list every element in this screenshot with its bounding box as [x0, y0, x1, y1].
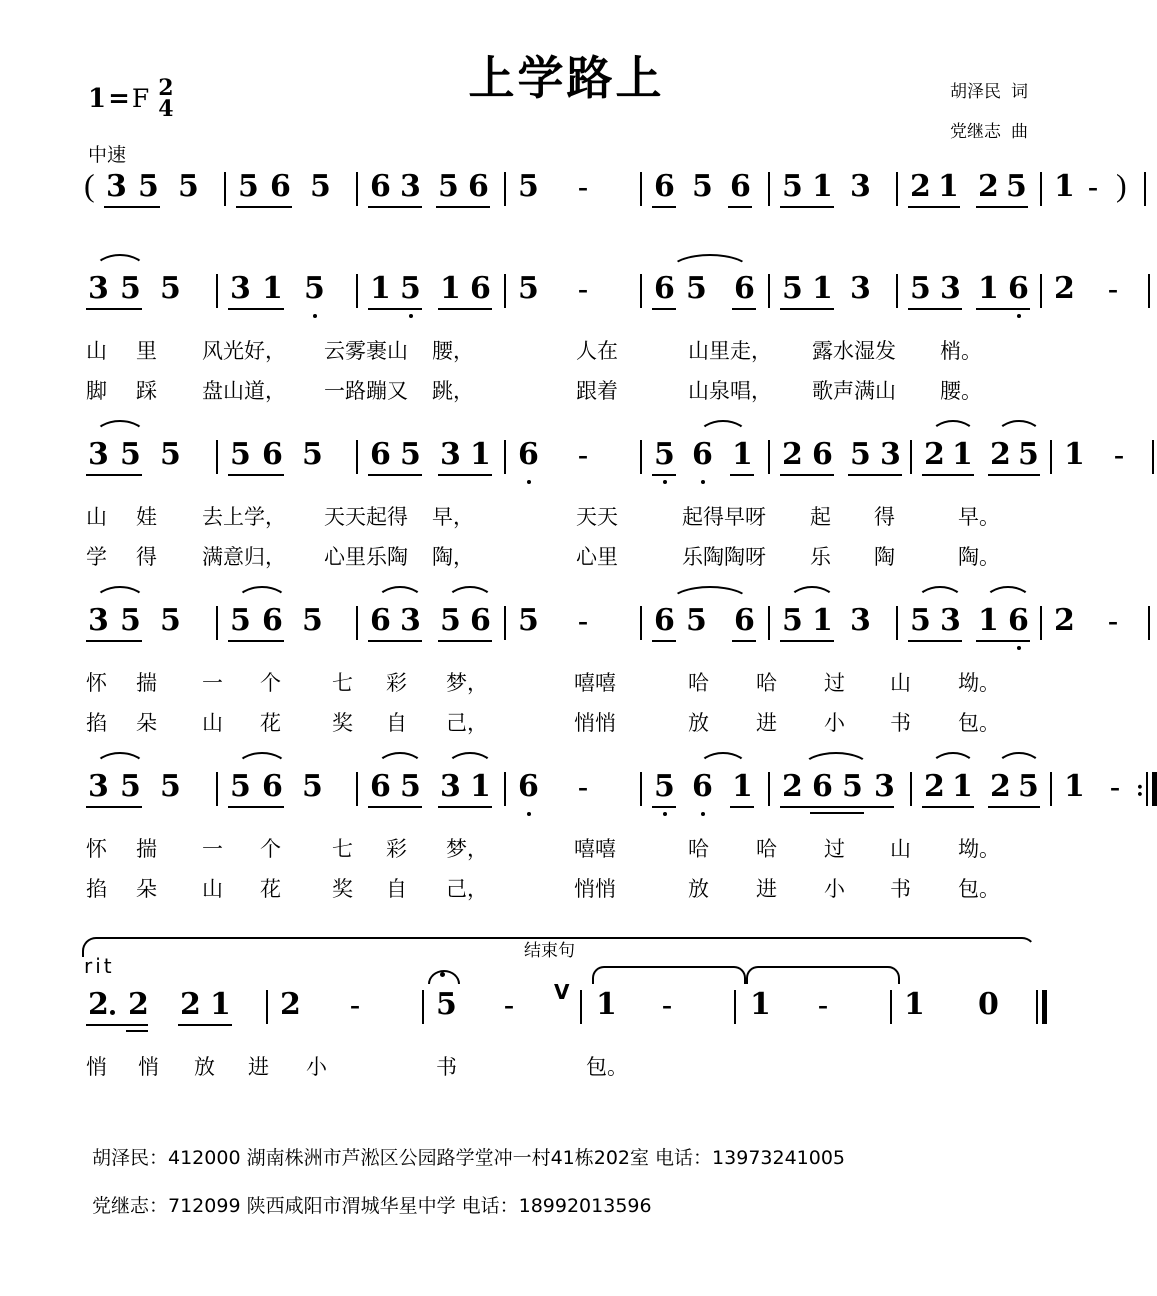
- final-barline: [1036, 990, 1047, 1024]
- note: 6: [812, 437, 833, 472]
- note-row-4: [84, 603, 1118, 662]
- lyric-syllable: 哈: [756, 837, 777, 861]
- lyric-syllable: 七: [332, 671, 353, 695]
- note: 5: [138, 169, 159, 204]
- lyric-syllable: 进: [756, 877, 777, 901]
- intro-open-paren: (: [84, 167, 95, 203]
- note-dash: -: [578, 170, 588, 203]
- note-dash: -: [578, 272, 588, 305]
- key-equals: =: [108, 83, 130, 114]
- note: 6: [1008, 603, 1029, 638]
- note: 5: [654, 769, 675, 804]
- lyric-syllable: 起得早呀: [682, 505, 766, 529]
- note: 3: [400, 603, 421, 638]
- lyric-syllable: 风光好，: [202, 339, 286, 363]
- note: 6: [370, 769, 391, 804]
- lyric-syllable: 坳。: [958, 671, 1000, 695]
- note-dash: -: [350, 988, 360, 1021]
- lyric-syllable: 自: [386, 877, 407, 901]
- note: 6: [654, 271, 675, 306]
- note: 6: [262, 769, 283, 804]
- key-signature: [88, 75, 174, 122]
- note: 5: [436, 987, 457, 1022]
- lyric-syllable: 梦，: [446, 671, 488, 695]
- lyric-syllable: 过: [824, 837, 845, 861]
- composer-role: 曲: [1011, 122, 1028, 142]
- note: 6: [518, 769, 539, 804]
- note: 6: [518, 437, 539, 472]
- lyric-syllable: 怀: [86, 671, 107, 695]
- lyric-syllable: 人在: [576, 339, 618, 363]
- lyric-syllable: 进: [248, 1055, 269, 1079]
- note: 3: [880, 437, 901, 472]
- note: 5: [160, 603, 181, 638]
- note: 5: [1006, 169, 1027, 204]
- lyric-syllable: 己，: [446, 877, 488, 901]
- lyric-syllable: 一路蹦又: [324, 379, 408, 403]
- lyricist-name: 胡泽民: [950, 82, 1001, 102]
- music-system-2: [84, 271, 1118, 418]
- lyric-syllable: 朵: [136, 711, 157, 735]
- note: 2: [924, 769, 945, 804]
- note: 5: [178, 169, 199, 204]
- note: 1: [440, 271, 461, 306]
- note: 5: [230, 437, 251, 472]
- lyric-syllable: 七: [332, 837, 353, 861]
- note: 5: [120, 437, 141, 472]
- note-row-intro: [84, 167, 1127, 228]
- note: 2: [978, 169, 999, 204]
- lyric-syllable: 陶。: [958, 545, 1000, 569]
- note: 5: [400, 769, 421, 804]
- lyricist-role: 词: [1011, 82, 1028, 102]
- lyric-syllable: 梦，: [446, 837, 488, 861]
- lyric-row-2-verse2: [84, 378, 1052, 422]
- lyric-row-3-verse1: [84, 504, 1052, 548]
- note-dash: -: [1108, 272, 1118, 305]
- note: 5: [440, 603, 461, 638]
- page-title: 上学路上: [468, 51, 665, 105]
- lyric-row-4-verse1: [84, 670, 1052, 714]
- note: 6: [270, 169, 291, 204]
- lyric-syllable: 去上学，: [202, 505, 286, 529]
- note: 5: [120, 769, 141, 804]
- note: 5: [160, 437, 181, 472]
- music-system-4: [84, 603, 1118, 750]
- music-system-3: [84, 437, 1124, 584]
- note-row-coda: [84, 980, 1052, 1046]
- note-dash: -: [818, 988, 828, 1021]
- note: 2: [1054, 271, 1075, 306]
- fermata-icon: [428, 966, 458, 981]
- lyric-syllable: 彩: [386, 837, 407, 861]
- music-system-5: [84, 769, 1144, 916]
- lyric-row-4-verse2: [84, 710, 1052, 754]
- note-dash: -: [1110, 770, 1120, 803]
- note: 2: [280, 987, 301, 1022]
- note-dash: -: [1088, 170, 1098, 203]
- lyric-syllable: 腰，: [432, 339, 474, 363]
- note: 6: [262, 603, 283, 638]
- note: 3: [88, 437, 109, 472]
- lyric-syllable: 里: [136, 339, 157, 363]
- note: 6: [692, 769, 713, 804]
- repeat-end-barline: [1146, 772, 1157, 806]
- note: 2: [990, 437, 1011, 472]
- note: 1: [262, 271, 283, 306]
- ending-phrase-label: 结束句: [524, 941, 575, 961]
- note-dash: -: [578, 770, 588, 803]
- lyric-syllable: 山: [202, 711, 223, 735]
- lyric-syllable: 怀: [86, 837, 107, 861]
- note-row-3: [84, 437, 1124, 496]
- note: 1: [812, 603, 833, 638]
- note: 5: [230, 769, 251, 804]
- note-dash: -: [578, 438, 588, 471]
- note: 5: [910, 271, 931, 306]
- lyric-syllable: 娃: [136, 505, 157, 529]
- lyric-syllable: 放: [194, 1055, 215, 1079]
- lyric-syllable: 己，: [446, 711, 488, 735]
- lyric-syllable: 得: [874, 505, 895, 529]
- meter-denominator: 4: [158, 95, 174, 122]
- note: 5: [782, 169, 803, 204]
- lyric-row-3-verse2: [84, 544, 1052, 588]
- note-row-5: [84, 769, 1144, 828]
- lyric-syllable: 放: [688, 877, 709, 901]
- lyric-syllable: 天天: [576, 505, 618, 529]
- note: 6: [654, 603, 675, 638]
- lyric-syllable: 掐: [86, 711, 107, 735]
- credit-lyricist: [950, 72, 1028, 112]
- note: 1: [938, 169, 959, 204]
- lyric-syllable: 早。: [958, 505, 1000, 529]
- lyric-syllable: 个: [260, 837, 281, 861]
- footer-line-composer: 党继志：712099 陕西咸阳市渭城华星中学 电话：18992013596: [92, 1195, 652, 1217]
- note: 2: [910, 169, 931, 204]
- note: 3: [850, 603, 871, 638]
- key-tonic: 1: [88, 83, 107, 114]
- lyric-syllable: 乐: [810, 545, 831, 569]
- note: 5: [692, 169, 713, 204]
- lyric-syllable: 花: [260, 877, 281, 901]
- lyric-syllable: 一: [202, 837, 223, 861]
- lyric-syllable: 山: [890, 837, 911, 861]
- note-rest: 0: [978, 987, 999, 1022]
- note: 3: [850, 271, 871, 306]
- note: 1: [952, 769, 973, 804]
- note: 6: [470, 603, 491, 638]
- note: 1: [952, 437, 973, 472]
- note: 3: [940, 271, 961, 306]
- credit-composer: [950, 112, 1028, 152]
- note: 5: [518, 169, 539, 204]
- contact-footer: [92, 1134, 1052, 1230]
- lyric-syllable: 奖: [332, 877, 353, 901]
- composer-name: 党继志: [950, 122, 1001, 142]
- lyric-syllable: 心里乐陶: [324, 545, 408, 569]
- note-dash: -: [578, 604, 588, 637]
- lyric-row-2-verse1: [84, 338, 1052, 382]
- footer-line-lyricist: 胡泽民：412000 湖南株洲市芦淞区公园路学堂冲一村41栋202室 电话：13973241005: [92, 1147, 846, 1169]
- lyric-syllable: 书: [890, 711, 911, 735]
- note: 5: [120, 603, 141, 638]
- note: 1: [904, 987, 925, 1022]
- lyric-syllable: 哈: [688, 837, 709, 861]
- lyric-row-coda: [84, 1054, 1052, 1098]
- note: 5: [1018, 437, 1039, 472]
- lyric-syllable: 嘻嘻: [574, 671, 616, 695]
- lyric-syllable: 悄: [86, 1055, 107, 1079]
- lyric-syllable: 彩: [386, 671, 407, 695]
- note: 5: [160, 769, 181, 804]
- note: 1: [470, 769, 491, 804]
- rit-marking: rit: [84, 954, 115, 978]
- note: 1: [732, 769, 753, 804]
- lyric-syllable: 坳。: [958, 837, 1000, 861]
- time-signature: [158, 75, 174, 122]
- repeat-sign-dots: :: [1136, 776, 1144, 802]
- note: 6: [730, 169, 751, 204]
- lyric-syllable: 一: [202, 671, 223, 695]
- lyric-syllable: 揣: [136, 671, 157, 695]
- lyric-syllable: 悄悄: [574, 711, 616, 735]
- note: 1: [470, 437, 491, 472]
- lyric-syllable: 满意归，: [202, 545, 286, 569]
- breath-mark-icon: V: [554, 980, 570, 1004]
- note: 1: [596, 987, 617, 1022]
- lyric-syllable: 书: [890, 877, 911, 901]
- note: 6: [370, 437, 391, 472]
- lyric-syllable: 腰。: [940, 379, 982, 403]
- note: 5: [518, 603, 539, 638]
- note: 6: [812, 769, 833, 804]
- note: 1: [750, 987, 771, 1022]
- lyric-syllable: 脚: [86, 379, 107, 403]
- note: 1: [812, 271, 833, 306]
- lyric-syllable: 悄: [138, 1055, 159, 1079]
- lyric-syllable: 陶: [874, 545, 895, 569]
- note: 6: [370, 169, 391, 204]
- lyric-syllable: 包。: [586, 1055, 628, 1079]
- note: 5: [400, 271, 421, 306]
- note: 6: [370, 603, 391, 638]
- lyric-syllable: 山: [86, 339, 107, 363]
- note: 5: [400, 437, 421, 472]
- lyric-syllable: 掐: [86, 877, 107, 901]
- note: 5: [304, 271, 325, 306]
- note: 3: [106, 169, 127, 204]
- lyric-syllable: 学: [86, 545, 107, 569]
- note: 1: [978, 271, 999, 306]
- credits: [950, 72, 1028, 152]
- note: 3: [230, 271, 251, 306]
- note: 5: [850, 437, 871, 472]
- lyric-syllable: 陶，: [432, 545, 474, 569]
- note: 2: [128, 987, 149, 1022]
- note: 5: [654, 437, 675, 472]
- note: 5: [686, 271, 707, 306]
- lyric-syllable: 云雾裹山: [324, 339, 408, 363]
- lyric-syllable: 放: [688, 711, 709, 735]
- note: 5: [238, 169, 259, 204]
- note: 6: [654, 169, 675, 204]
- note: 3: [440, 437, 461, 472]
- meter-numerator: 2: [158, 75, 174, 101]
- lyric-row-5-verse2: [84, 876, 1052, 920]
- note: 5: [120, 271, 141, 306]
- note: 5: [1018, 769, 1039, 804]
- lyric-syllable: 奖: [332, 711, 353, 735]
- lyric-syllable: 早，: [432, 505, 474, 529]
- note: 1: [1064, 437, 1085, 472]
- note: 1: [732, 437, 753, 472]
- note: 5: [302, 437, 323, 472]
- lyric-syllable: 山里走，: [688, 339, 772, 363]
- note: 5: [842, 769, 863, 804]
- note: 2: [1054, 603, 1075, 638]
- note: 1: [978, 603, 999, 638]
- note: 2: [990, 769, 1011, 804]
- note-dash: -: [662, 988, 672, 1021]
- note-dash: -: [1114, 438, 1124, 471]
- note: 5: [686, 603, 707, 638]
- note: 2: [782, 437, 803, 472]
- note: 1: [1064, 769, 1085, 804]
- note: 2: [924, 437, 945, 472]
- note: 3: [88, 769, 109, 804]
- key-name: F: [131, 84, 150, 114]
- note: 5: [302, 769, 323, 804]
- lyric-syllable: 天天起得: [324, 505, 408, 529]
- note: 2: [180, 987, 201, 1022]
- lyric-syllable: 嘻嘻: [574, 837, 616, 861]
- lyric-syllable: 个: [260, 671, 281, 695]
- lyric-syllable: 悄悄: [574, 877, 616, 901]
- note-row-2: [84, 271, 1118, 330]
- note: 5: [782, 271, 803, 306]
- note: 3: [850, 169, 871, 204]
- note: 2: [782, 769, 803, 804]
- lyric-syllable: 得: [136, 545, 157, 569]
- tempo-marking: 中速: [88, 144, 127, 166]
- note-dash: -: [1108, 604, 1118, 637]
- lyric-syllable: 过: [824, 671, 845, 695]
- lyric-syllable: 乐陶陶呀: [682, 545, 766, 569]
- lyric-syllable: 起: [810, 505, 831, 529]
- lyric-syllable: 包。: [958, 711, 1000, 735]
- note: 3: [400, 169, 421, 204]
- note: 6: [468, 169, 489, 204]
- note: 6: [734, 271, 755, 306]
- lyric-syllable: 山: [86, 505, 107, 529]
- note: 1: [370, 271, 391, 306]
- note: 3: [88, 271, 109, 306]
- lyric-syllable: 心里: [576, 545, 618, 569]
- lyric-syllable: 包。: [958, 877, 1000, 901]
- note: 6: [692, 437, 713, 472]
- lyric-syllable: 小: [306, 1055, 327, 1079]
- lyric-syllable: 小: [824, 711, 845, 735]
- note: 5: [782, 603, 803, 638]
- note: 5: [230, 603, 251, 638]
- note: 1: [812, 169, 833, 204]
- note: 3: [940, 603, 961, 638]
- lyric-syllable: 哈: [756, 671, 777, 695]
- note: 5: [302, 603, 323, 638]
- note: 5: [910, 603, 931, 638]
- music-system-coda: [84, 940, 1052, 1079]
- lyric-syllable: 露水湿发: [812, 339, 896, 363]
- intro-close-paren: ): [1116, 167, 1127, 203]
- lyric-syllable: 哈: [688, 671, 709, 695]
- note: 3: [88, 603, 109, 638]
- note: 5: [160, 271, 181, 306]
- note: 5: [310, 169, 331, 204]
- lyric-syllable: 梢。: [940, 339, 982, 363]
- note: 1: [1054, 169, 1075, 204]
- note: 3: [440, 769, 461, 804]
- lyric-syllable: 花: [260, 711, 281, 735]
- lyric-syllable: 自: [386, 711, 407, 735]
- lyric-syllable: 跟着: [576, 379, 618, 403]
- lyric-syllable: 进: [756, 711, 777, 735]
- note: 6: [470, 271, 491, 306]
- lyric-syllable: 盘山道，: [202, 379, 286, 403]
- note-dash: -: [504, 988, 514, 1021]
- lyric-syllable: 书: [436, 1055, 457, 1079]
- note: 5: [518, 271, 539, 306]
- lyric-syllable: 山: [202, 877, 223, 901]
- note: 2: [88, 987, 109, 1022]
- note: 5: [438, 169, 459, 204]
- lyric-syllable: 朵: [136, 877, 157, 901]
- note: 3: [874, 769, 895, 804]
- lyric-syllable: 山: [890, 671, 911, 695]
- lyric-syllable: 山泉唱，: [688, 379, 772, 403]
- note: 1: [210, 987, 231, 1022]
- note: 6: [1008, 271, 1029, 306]
- lyric-row-5-verse1: [84, 836, 1052, 880]
- music-system-intro: [84, 167, 1127, 228]
- note: 6: [734, 603, 755, 638]
- lyric-syllable: 揣: [136, 837, 157, 861]
- note: 6: [262, 437, 283, 472]
- lyric-syllable: 小: [824, 877, 845, 901]
- lyric-syllable: 歌声满山: [812, 379, 896, 403]
- lyric-syllable: 跳，: [432, 379, 474, 403]
- lyric-syllable: 踩: [136, 379, 157, 403]
